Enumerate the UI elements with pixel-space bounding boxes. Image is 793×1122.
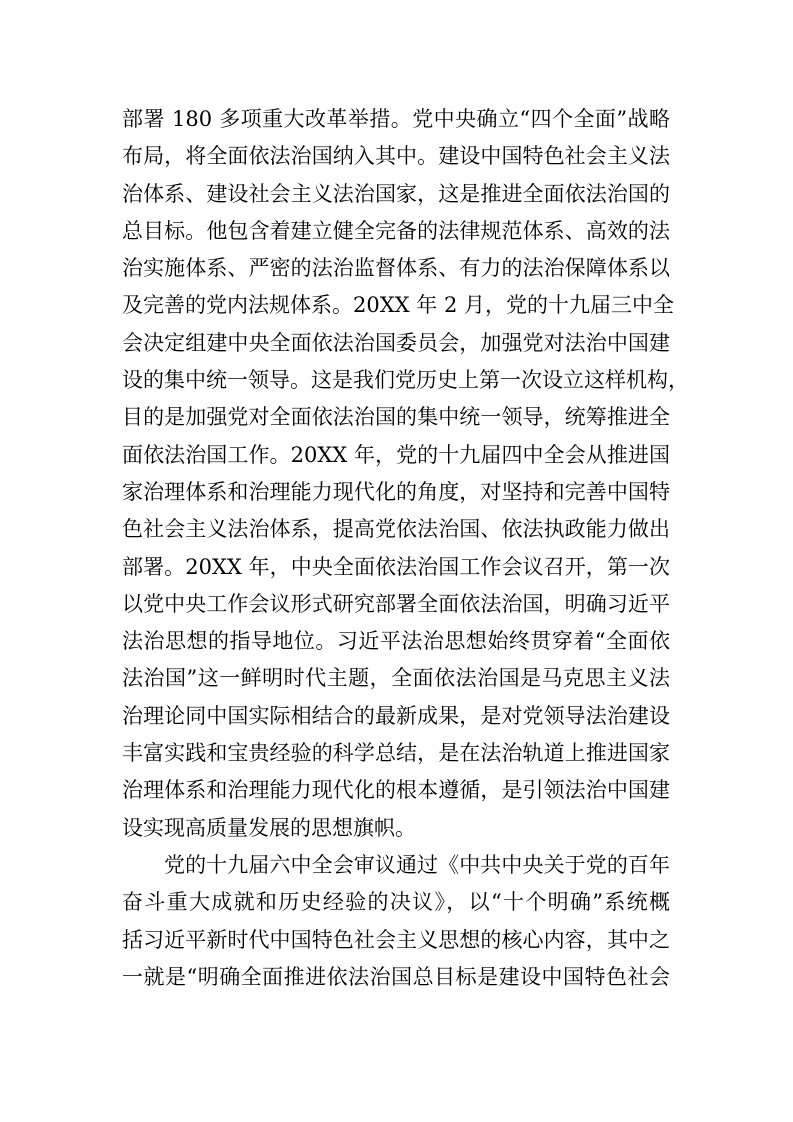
- text-line: 部署。20XX 年，中央全面依法治国工作会议召开，第一次: [122, 554, 670, 579]
- text-line: 目的是加强党对全面依法治国的集中统一领导，统筹推进全: [122, 405, 670, 430]
- text-line: 及完善的党内法规体系。20XX 年 2 月，党的十九届三中全: [122, 293, 675, 318]
- text-line: 治实施体系、严密的法治监督体系、有力的法治保障体系以: [122, 256, 670, 281]
- text-line: 治理论同中国实际相结合的最新成果，是对党领导法治建设: [122, 703, 670, 728]
- body-text: [122, 101, 689, 996]
- text-line: 法治国”这一鲜明时代主题，全面依法治国是马克思主义法: [122, 666, 670, 691]
- text-line: 总目标。他包含着建立健全完备的法律规范体系、高效的法: [122, 218, 670, 243]
- text-line: 家治理体系和治理能力现代化的角度，对坚持和完善中国特: [122, 479, 670, 504]
- text-line: 设的集中统一领导。这是我们党历史上第一次设立这样机构，: [122, 368, 689, 393]
- text-line: 部署 180 多项重大改革举措。党中央确立“四个全面”战略: [122, 107, 670, 131]
- text-line: 括习近平新时代中国特色社会主义思想的核心内容，其中之: [122, 927, 670, 952]
- text-line: 治理体系和治理能力现代化的根本遵循，是引领法治中国建: [122, 778, 670, 803]
- text-line: 布局，将全面依法治国纳入其中。建设中国特色社会主义法: [122, 144, 670, 169]
- text-line: 法治思想的指导地位。习近平法治思想始终贯穿着“全面依: [122, 629, 670, 654]
- paragraph-2: [122, 847, 670, 996]
- paragraph-1: [122, 101, 689, 847]
- text-line: 一就是“明确全面推进依法治国总目标是建设中国特色社会: [122, 964, 670, 989]
- text-line: 色社会主义法治体系，提高党依法治国、依法执政能力做出: [122, 517, 670, 542]
- text-line: 奋斗重大成就和历史经验的决议》，以“十个明确”系统概: [122, 890, 670, 915]
- text-line: 会决定组建中央全面依法治国委员会，加强党对法治中国建: [122, 330, 670, 355]
- text-line: 设实现高质量发展的思想旗帜。: [122, 815, 416, 840]
- text-line: 面依法治国工作。20XX 年，党的十九届四中全会从推进国: [122, 442, 670, 467]
- text-line: 以党中央工作会议形式研究部署全面依法治国，明确习近平: [122, 591, 670, 616]
- text-line: 治体系、建设社会主义法治国家，这是推进全面依法治国的: [122, 181, 670, 206]
- text-line: 丰富实践和宝贵经验的科学总结，是在法治轨道上推进国家: [122, 741, 670, 766]
- text-line: 党的十九届六中全会审议通过《中共中央关于党的百年: [164, 852, 670, 877]
